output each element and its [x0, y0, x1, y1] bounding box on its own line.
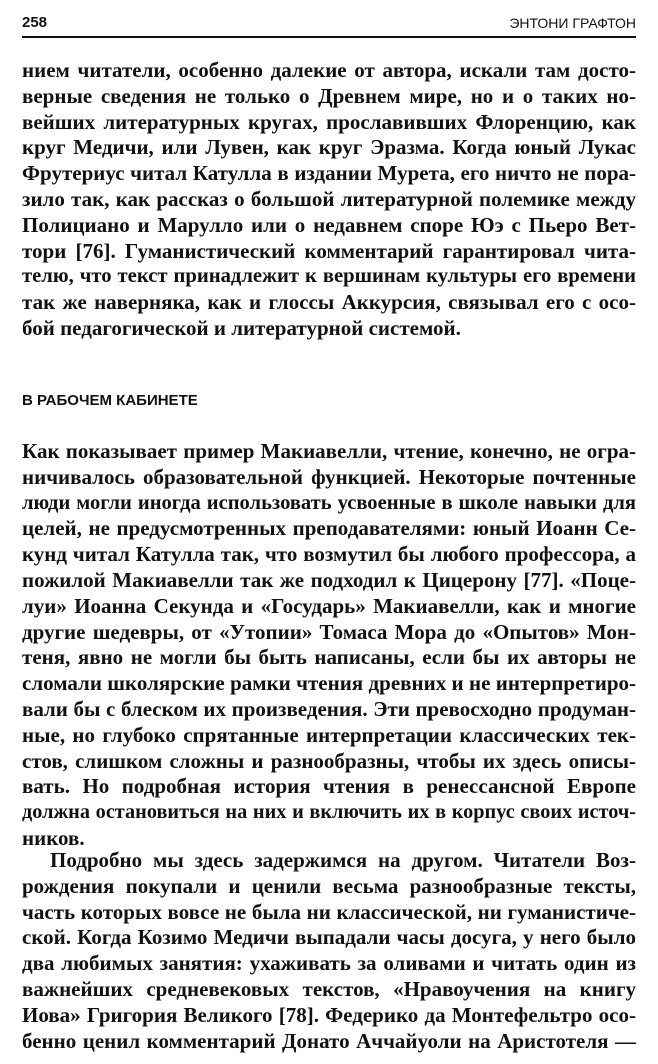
text-line: луи» Иоанна Секунда и «Государь» Макиавелли, как и многие — [22, 593, 636, 618]
page-number: 258 — [22, 14, 48, 31]
text-line: Как показывает пример Макиавелли, чтение, конечно, не огра- — [22, 439, 636, 463]
text-line: Иова» Григория Великого [78]. Федерико да Монтефельтро осо- — [22, 1002, 636, 1027]
text-line: вать. Но подробная история чтения в ренессансной Европе — [22, 774, 636, 799]
text-line: ской. Когда Козимо Медичи выпадали часы досуга, у него было — [22, 925, 636, 950]
text-line: верные сведения не только о Древнем мире, но и о таких но- — [22, 83, 636, 108]
text-line: два любимых занятия: ухаживать за оливами и читать один из — [22, 951, 636, 976]
text-line: вали бы с блеском их произведения. Эти превосходно продуман- — [22, 696, 636, 721]
text-line: другие шедевры, от «Утопии» Томаса Мора до «Опытов» Мон- — [22, 619, 636, 644]
text-line: Подробно мы здесь задержимся на другом. Читатели Воз- — [50, 848, 636, 872]
text-line: рождения покупали и ценили весьма разнообразные тексты, — [22, 873, 636, 898]
text-line: целей, не предусмотренных преподавателями: юный Иоанн Се- — [22, 516, 636, 541]
text-line: ничивалось образовательной функцией. Некоторые почтенные — [22, 464, 636, 489]
text-line: зило так, как рассказ о большой литературной полемике между — [22, 186, 636, 211]
text-line: сломали школярские рамки чтения древних и не интерпретиро- — [22, 671, 636, 696]
text-line: важнейших средневековых текстов, «Нравоучения на книгу — [22, 976, 636, 1001]
running-head: ЭНТОНИ ГРАФТОН — [509, 15, 636, 31]
paragraph-3 — [22, 848, 636, 1054]
text-line: бенно ценил комментарий Донато Аччайуоли на Аристотеля — — [22, 1028, 636, 1053]
text-line: тори [76]. Гуманистический комментарий гарантировал чита- — [22, 238, 636, 263]
text-line: Полициано и Марулло или о недавнем споре Юэ с Пьеро Вет- — [22, 212, 636, 237]
text-line: ные, но глубоко спрятанные интерпретации классических тек- — [22, 722, 636, 747]
text-line: часть которых вовсе не была ни классической, ни гуманистиче- — [22, 899, 636, 924]
text-line: ников. — [22, 825, 85, 850]
text-line: телю, что текст принадлежит к вершинам культуры его времени — [22, 265, 636, 288]
text-line: нием читатели, особенно далекие от автора, искали там досто- — [22, 58, 636, 82]
text-line: бой педагогической и литературной системой. — [22, 315, 461, 340]
text-line: пожилой Макиавелли так же подходил к Цицерону [77]. «Поце- — [22, 567, 636, 592]
text-line: теня, явно не могли бы быть написаны, если бы их авторы не — [22, 645, 636, 670]
text-line: стов, слишком сложны и разнообразны, чтобы их здесь описы- — [22, 748, 636, 773]
section-heading: В РАБОЧЕМ КАБИНЕТЕ — [22, 392, 198, 409]
text-line: должна остановиться на них и включить их в корпус своих источ- — [22, 801, 636, 824]
paragraph-2 — [22, 439, 636, 852]
text-line: кунд читал Катулла так, что возмутил бы любого профессора, а — [22, 542, 636, 567]
text-line: так же наверняка, как и глоссы Аккурсия, связывал его с осо- — [22, 290, 636, 315]
page-header — [22, 14, 636, 38]
paragraph-1 — [22, 58, 636, 342]
text-line: люди могли иногда использовать усвоенные в школе навыки для — [22, 491, 636, 514]
text-line: Фрутериус читал Катулла в издании Мурета, его ничто не пора- — [22, 161, 636, 186]
text-line: круг Медичи, или Лувен, как круг Эразма. Когда юный Лукас — [22, 135, 636, 160]
text-line: вейших литературных кругах, прославивших Флоренцию, как — [22, 109, 636, 134]
